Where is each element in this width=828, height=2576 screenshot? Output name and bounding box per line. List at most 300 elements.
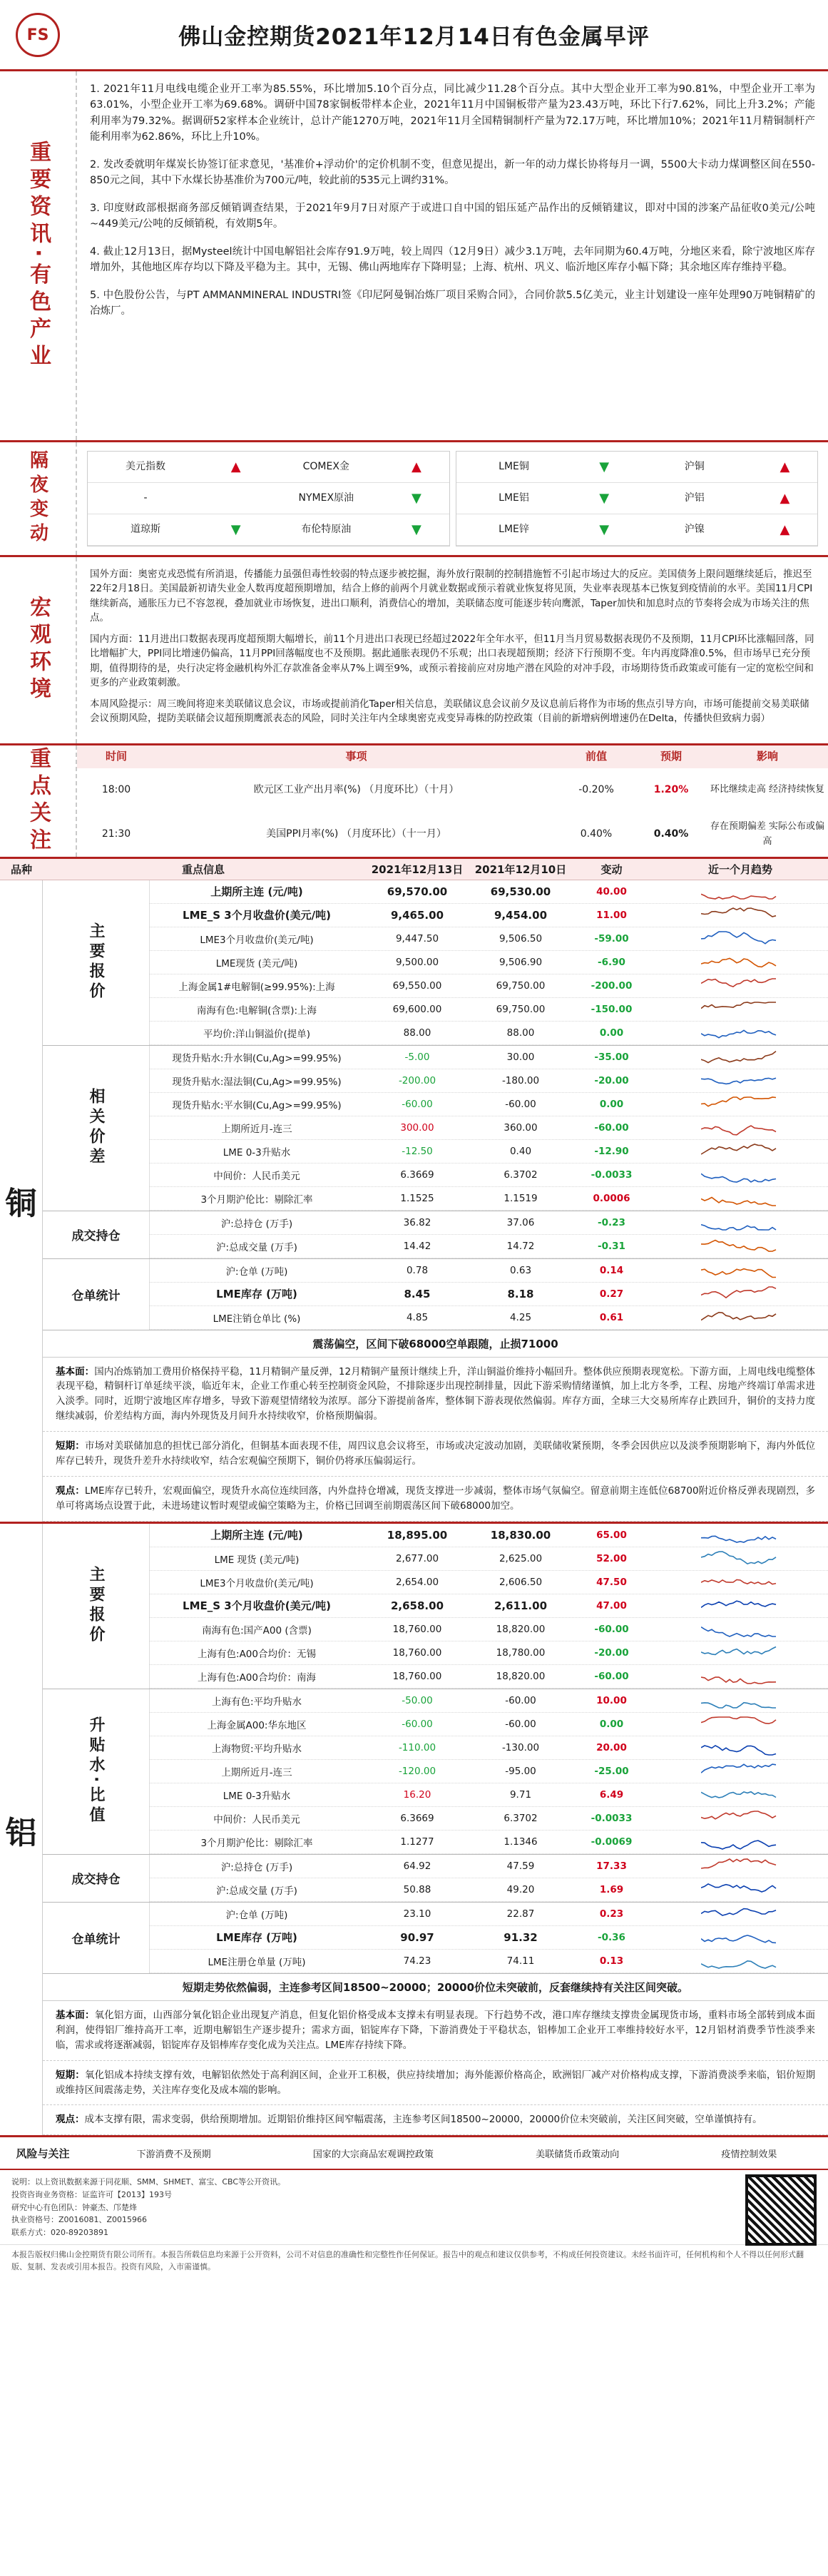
trend-line [701, 1312, 776, 1320]
trend-sparkline [701, 1881, 780, 1898]
trend-sparkline [701, 1166, 780, 1183]
metric-name: 3个月期沪伦比：剔除汇率 [200, 1193, 313, 1206]
metric-trend [653, 1024, 828, 1042]
metric-change: 65.00 [596, 1529, 627, 1541]
metric-change: -20.00 [594, 1074, 629, 1086]
metal-row [150, 927, 828, 951]
metal-table-header [0, 859, 828, 880]
metric-value-prev: 88.00 [506, 1027, 535, 1039]
metric-trend [653, 1668, 828, 1685]
event-prev: 0.40% [580, 828, 613, 840]
overnight-name: LME铜 [499, 460, 529, 472]
metric-name: 上海物贸:平均升贴水 [211, 1743, 302, 1755]
metal-group-label: 成交持仓 [43, 1211, 150, 1258]
trend-sparkline [701, 1692, 780, 1709]
metric-value-today: 9,500.00 [395, 956, 439, 968]
metal-group [43, 880, 828, 1046]
analysis-para [43, 2001, 828, 2061]
trend-line [701, 1078, 776, 1084]
news-section [0, 71, 828, 442]
event-impact: 存在预期偏差 实际公布或偏高 [710, 821, 825, 847]
trend-sparkline [701, 1550, 780, 1567]
metal-row [150, 1855, 828, 1878]
trend-sparkline [701, 1833, 780, 1850]
overnight-name: 美元指数 [126, 460, 166, 472]
metric-change: -59.00 [594, 932, 629, 945]
trend-sparkline [701, 954, 780, 971]
trend-line [701, 1717, 776, 1724]
metric-value-prev: 18,820.00 [496, 1670, 546, 1682]
copper-body [43, 880, 828, 1522]
metric-name: 沪:仓单 (万吨) [225, 1909, 288, 1921]
metric-change: 17.33 [596, 1860, 627, 1872]
metric-value-prev: 37.06 [506, 1216, 535, 1228]
arrow-up-icon: ▲ [780, 490, 790, 506]
metric-value-prev: 9,454.00 [494, 908, 548, 922]
metric-value-prev: -95.00 [505, 1765, 536, 1777]
analysis-text: 氧化铝成本持续支撑有效，电解铝依然处于高利润区间，企业开工积极，供应持续增加；海外能源价格高企，欧洲铝厂减产对价格构成支撑，下游消费淡季来临，铝价短期或维持区间震荡走势，关注库存变化及成本端的影响。 [56, 2069, 815, 2096]
metric-trend [653, 1644, 828, 1661]
report-header [0, 0, 828, 71]
metric-value-prev: 9.71 [509, 1788, 532, 1801]
metric-value-prev: 49.20 [506, 1883, 535, 1895]
trend-sparkline [701, 1024, 780, 1042]
events-col-item: 事项 [155, 745, 557, 768]
metric-name: LME 0-3升贴水 [223, 1146, 291, 1159]
trend-line [701, 1908, 776, 1915]
arrow-up-icon: ▲ [411, 459, 421, 474]
metric-trend [653, 1786, 828, 1803]
trend-line [701, 1677, 776, 1684]
metal-row [150, 1283, 828, 1306]
metal-row [150, 951, 828, 974]
metal-summary: 短期走势依然偏弱，主连参考区间18500~20000；20000价位未突破前，反套继续持有关注区间突破。 [43, 1974, 828, 2001]
metric-change: -25.00 [594, 1765, 629, 1777]
trend-line [701, 1126, 776, 1135]
metric-change: 6.49 [599, 1788, 624, 1801]
overnight-name: NYMEX原油 [298, 492, 354, 504]
metric-change: -0.0033 [591, 1812, 633, 1824]
metal-row [150, 1713, 828, 1736]
footer-line: 投资咨询业务资格：证监许可【2013】193号 [11, 2190, 172, 2199]
trend-line [701, 1764, 776, 1773]
metric-change: 47.00 [596, 1599, 627, 1612]
metric-name: 上海金属1#电解铜(≥99.95%):上海 [178, 981, 335, 993]
metric-name: 沪:总成交量 (万手) [216, 1885, 297, 1897]
trend-sparkline [701, 1096, 780, 1113]
trend-sparkline [701, 1739, 780, 1756]
metal-group-rows [150, 1855, 828, 1902]
metric-name: 上期所主连 (元/吨) [210, 1529, 303, 1542]
metal-group [43, 1259, 828, 1330]
metal-group-label: 主要报价 [43, 880, 150, 1045]
events-row [77, 768, 828, 813]
metric-value-prev: -60.00 [505, 1098, 536, 1110]
footer [0, 2170, 828, 2244]
metal-row [150, 1831, 828, 1854]
metal-group-rows [150, 1689, 828, 1854]
trend-sparkline [701, 1763, 780, 1780]
metric-change: 0.23 [599, 1908, 624, 1920]
news-list [77, 71, 828, 440]
metric-name: LME3个月收盘价(美元/吨) [200, 1577, 314, 1589]
risk-item: 下游消费不及预期 [136, 2149, 211, 2160]
trend-sparkline [701, 1001, 780, 1018]
metric-value-today: 18,760.00 [392, 1670, 442, 1682]
metric-name: 沪:总成交量 (万手) [216, 1241, 297, 1253]
page-title: 佛山金控期货2021年12月14日有色金属早评 [178, 24, 650, 50]
metric-trend [653, 1096, 828, 1113]
trend-line [701, 1859, 776, 1868]
trend-line [701, 979, 776, 987]
metal-group [43, 1046, 828, 1211]
trend-line [701, 1287, 776, 1298]
trend-sparkline [701, 1574, 780, 1591]
metric-change: 0.13 [599, 1955, 624, 1967]
analysis-text: LME库存已转升，宏观面偏空，现货升水高位连续回落，内外盘持仓增减，现货支撑进一步减弱，整体市场气氛偏空。留意前期主连低位68700附近价格反弹表现剧烈，多单可将离场点设置于此，未进场建议暂时观望或偏空策略为主，价格已回调至前期震荡区间下破68000加空。 [56, 1485, 815, 1512]
overnight-grid [77, 442, 828, 555]
events-table-wrap [77, 745, 828, 857]
metric-trend [653, 1550, 828, 1567]
trend-sparkline [701, 977, 780, 994]
overnight-name: 布伦特原油 [301, 523, 352, 535]
metal-group-rows [150, 1259, 828, 1330]
metal-row [150, 1903, 828, 1926]
trend-line [701, 1884, 776, 1892]
metric-value-prev: 0.40 [509, 1145, 532, 1157]
metal-row [150, 1926, 828, 1950]
metric-value-prev: 6.3702 [504, 1812, 538, 1824]
metric-change: -0.0033 [591, 1169, 633, 1181]
analysis-text: 国内冶炼销加工费用价格保持平稳，11月精铜产量反弹，12月精铜产量预计继续上升，洋山铜溢价维持小幅回升。整体供应预期表现宽松。下游方面，上周电线电缆整体表现平稳，精铜杆订单延续平淡，临近年末，企业工作重心转至控制资金风险，不排除逐步出现控制排量，因此下游采购情绪谨慎，加上北方冬季，工程、房地产终端订单需求进入淡季。同时，近期宁波地区库存增多，导致下游观望情绪较为浓厚。部分下游提前备库，整体铜下游表现依然偏弱。库存方面，全球三大交易所库存止跌回升，铜价的支持力度继续减弱，价差结构方面，海内外现货及月间升水持续收窄，价格预期偏弱。 [56, 1365, 816, 1422]
trend-sparkline [701, 1668, 780, 1685]
trend-line [701, 1144, 776, 1154]
metal-group [43, 1211, 828, 1259]
trend-sparkline [701, 1119, 780, 1136]
metric-trend [653, 1739, 828, 1756]
trend-sparkline [701, 1262, 780, 1279]
metric-trend [653, 930, 828, 947]
trend-sparkline [701, 1858, 780, 1875]
metric-value-prev: 69,530.00 [490, 885, 551, 898]
metric-value-today: 300.00 [400, 1121, 434, 1134]
news-side-label: 重要资讯·有色产业 [0, 71, 77, 440]
trend-sparkline [701, 1214, 780, 1231]
macro-section [0, 557, 828, 745]
metric-value-prev: 14.72 [506, 1240, 535, 1252]
metric-name: LME库存 (万吨) [216, 1931, 297, 1945]
risk-item: 国家的大宗商品宏观调控政策 [312, 2149, 434, 2160]
events-row [77, 813, 828, 857]
metric-name: 上期所主连 (元/吨) [210, 885, 303, 898]
metric-change: -60.00 [594, 1121, 629, 1134]
trend-line [701, 1841, 776, 1849]
metric-value-today: -60.00 [402, 1098, 433, 1110]
metric-name: 上海有色:A00合均价：南海 [198, 1671, 316, 1684]
analysis-key: 观点： [56, 1485, 85, 1497]
metal-group [43, 1524, 828, 1689]
analysis-para [43, 1477, 828, 1522]
copper-section [0, 880, 828, 1524]
metric-trend [653, 1953, 828, 1970]
metal-group-label: 主要报价 [43, 1524, 150, 1689]
metric-value-today: 6.3669 [400, 1169, 434, 1181]
metric-value-today: 69,550.00 [392, 979, 442, 992]
metal-row [150, 1760, 828, 1783]
metric-change: -0.23 [598, 1216, 625, 1228]
analysis-text: 氧化铝方面，山西部分氧化铝企业出现复产消息，但复化铝价格受成本支撑未有明显表现。下行趋势不改，港口库存继续支撑贵金属现货市场，重料市场全部转到成本面利润，使得铝厂维持高开工率，近期电解铝生产逐步提升；需求方面，铝锭库存下降，下游消费处于平稳状态，铝棒加工企业开工率维持较好水平，12月铝材消费季节性淡季来临，需求或将逐渐减弱，铝锭库存及铝棒库存变化成为关注点。LME库存持续下降。 [56, 2009, 815, 2051]
metric-value-prev: 47.59 [506, 1860, 535, 1872]
metric-value-today: -5.00 [404, 1051, 430, 1063]
metal-row [150, 1093, 828, 1116]
metric-value-today: 23.10 [403, 1908, 431, 1920]
metric-change: -0.36 [598, 1931, 625, 1943]
analysis-key: 短期： [56, 2069, 85, 2081]
trend-sparkline [701, 1049, 780, 1066]
metric-name: LME_S 3个月收盘价(美元/吨) [183, 1599, 331, 1613]
arrow-up-icon: ▲ [780, 521, 790, 537]
metric-value-today: 9,447.50 [395, 932, 439, 945]
metal-col-date2: 2021年12月10日 [474, 862, 567, 876]
trend-line [701, 1935, 776, 1943]
metal-row [150, 1594, 828, 1618]
metric-change: -200.00 [591, 979, 633, 992]
trend-sparkline [701, 1143, 780, 1160]
metric-name: LME3个月收盘价(美元/吨) [200, 934, 314, 946]
metric-trend [653, 1858, 828, 1875]
metric-trend [653, 954, 828, 971]
events-col-prev: 前值 [557, 745, 635, 768]
metric-value-today: 18,760.00 [392, 1646, 442, 1659]
arrow-down-icon: ▼ [230, 521, 241, 537]
metric-trend [653, 1527, 828, 1544]
metric-value-prev: 18,820.00 [496, 1623, 546, 1635]
metric-trend [653, 1143, 828, 1160]
event-time: 21:30 [101, 828, 131, 840]
metric-value-prev: 6.3702 [504, 1169, 538, 1181]
metric-value-today: 74.23 [403, 1955, 431, 1967]
trend-line [701, 1536, 776, 1542]
metric-value-today: 18,895.00 [387, 1528, 448, 1542]
trend-sparkline [701, 1527, 780, 1544]
metric-name: 上海金属A00:华东地区 [207, 1719, 307, 1731]
trend-sparkline [701, 1810, 780, 1827]
qr-code-image [745, 2174, 817, 2246]
metric-value-today: 69,600.00 [392, 1003, 442, 1015]
news-item: 4. 截止12月13日，据Mysteel统计中国电解铝社会库存91.9万吨，较上周四（12月9日）减少3.1万吨，去年同期为60.4万吨，分地区来看，除宁波地区库存增加外，其他地区库存均以下降及平稳为主。其中，无锡、佛山两地库存下降明显；上海、杭州、巩义、临沂地区库存小幅下降；其余地区库存维持平稳。 [90, 245, 815, 274]
logo-text: FS [26, 26, 49, 44]
metal-group-rows [150, 1211, 828, 1258]
events-col-exp: 预期 [635, 745, 707, 768]
arrow-up-icon: ▲ [780, 459, 790, 474]
overnight-section [0, 442, 828, 557]
metric-value-prev: -60.00 [505, 1694, 536, 1706]
metric-change: 0.14 [599, 1264, 624, 1276]
metric-change: 52.00 [596, 1552, 627, 1564]
metric-value-prev: 69,750.00 [496, 979, 546, 992]
metric-trend [653, 883, 828, 900]
trend-line [701, 1811, 776, 1819]
overnight-side-label: 隔夜变动 [0, 442, 77, 555]
metal-row [150, 1046, 828, 1069]
metric-trend [653, 1049, 828, 1066]
trend-line [701, 1601, 776, 1607]
metric-trend [653, 1309, 828, 1326]
trend-line [701, 1746, 776, 1755]
metric-value-prev: 18,780.00 [496, 1646, 546, 1659]
trend-line [701, 1627, 776, 1636]
metal-group [43, 1855, 828, 1903]
metal-col-variety: 品种 [10, 862, 32, 876]
metric-value-today: 2,654.00 [395, 1576, 439, 1588]
overnight-row [456, 483, 818, 514]
analysis-text: 市场对美联储加息的担忧已部分消化，但铜基本面表现不佳，周四议息会议将至，市场或决定波动加剧，美联储收紧预期，冬季会因供应以及淡季预期影响下，海内外低位库存已转升，现货升差升水持续收窄，结合宏观偏空预期下，铜价仍将承压偏弱运行。 [56, 1440, 815, 1467]
trend-line [701, 1646, 776, 1654]
metric-value-today: -50.00 [402, 1694, 433, 1706]
analysis-key: 短期： [56, 1440, 85, 1452]
metric-name: LME 现货 (美元/吨) [214, 1554, 300, 1566]
metric-value-today: 14.42 [403, 1240, 431, 1252]
metal-row [150, 1524, 828, 1547]
metal-row [150, 1306, 828, 1330]
metric-change: 0.00 [599, 1027, 624, 1039]
trend-sparkline [701, 1286, 780, 1303]
overnight-row [88, 514, 449, 546]
metric-trend [653, 1214, 828, 1231]
metal-row [150, 1164, 828, 1187]
metric-value-today: -200.00 [398, 1074, 436, 1086]
metric-name: 沪:总持仓 (万手) [220, 1218, 293, 1230]
metric-value-prev: 9,506.50 [499, 932, 543, 945]
overnight-col-left [87, 451, 450, 546]
trend-line [701, 1197, 776, 1206]
metal-row [150, 880, 828, 904]
metric-value-today: 4.85 [406, 1311, 429, 1323]
overnight-name: - [143, 492, 148, 504]
metal-group [43, 1903, 828, 1974]
analysis-key: 观点： [56, 2114, 85, 2126]
metal-row [150, 1783, 828, 1807]
metric-value-today: 2,677.00 [395, 1552, 439, 1564]
risk-label: 风险与关注 [16, 2147, 70, 2160]
analysis-para [43, 1358, 828, 1432]
macro-side-label: 宏观环境 [0, 557, 77, 743]
overnight-name: LME铝 [499, 492, 529, 504]
metal-col-change: 变动 [600, 862, 623, 876]
trend-sparkline [701, 1238, 780, 1255]
metal-group-rows [150, 1524, 828, 1689]
analysis-para [43, 2061, 828, 2106]
analysis-text: 成本支撑有限，需求变弱，供给预期增加。近期铝价维持区间窄幅震荡，主连参考区间18500~20000，20000价位未突破前，关注区间突破，空单谨慎持有。 [84, 2114, 762, 2126]
trend-line [701, 908, 776, 917]
metal-row [150, 974, 828, 998]
analysis-para [43, 1432, 828, 1477]
metric-value-today: -12.50 [402, 1145, 433, 1157]
metal-col-trend: 近一个月趋势 [707, 862, 772, 876]
metal-group-label: 仓单统计 [43, 1259, 150, 1330]
trend-line [701, 1792, 776, 1798]
overnight-name: COMEX金 [302, 460, 349, 472]
metric-change: 47.50 [596, 1576, 627, 1588]
metal-row [150, 904, 828, 927]
trend-line [701, 1703, 776, 1708]
trend-line [701, 932, 776, 944]
aluminium-section [0, 1524, 828, 2138]
metal-group-label: 仓单统计 [43, 1903, 150, 1973]
metric-change: -60.00 [594, 1670, 629, 1682]
metric-name: 上海有色:A00合均价：无锡 [198, 1648, 316, 1660]
event-item: 欧元区工业产出月率(%) （月度环比）（十月） [253, 783, 459, 795]
metal-row [150, 1736, 828, 1760]
metric-trend [653, 1001, 828, 1018]
metric-value-today: -60.00 [402, 1718, 433, 1730]
metric-value-prev: -60.00 [505, 1718, 536, 1730]
metal-row [150, 1116, 828, 1140]
metric-change: -0.31 [598, 1240, 625, 1252]
metric-change: 1.69 [599, 1883, 624, 1895]
metric-value-prev: 30.00 [506, 1051, 535, 1063]
overnight-row [456, 514, 818, 546]
overnight-col-right [456, 451, 819, 546]
metric-trend [653, 1597, 828, 1614]
trend-sparkline [701, 1621, 780, 1638]
trend-sparkline [701, 1905, 780, 1923]
metal-col-date1: 2021年12月13日 [371, 862, 464, 876]
metric-name: LME现货 (美元/吨) [215, 957, 298, 969]
event-exp: 1.20% [653, 783, 689, 795]
metric-trend [653, 1929, 828, 1946]
trend-sparkline [701, 1309, 780, 1326]
trend-sparkline [701, 930, 780, 947]
metal-group [43, 1689, 828, 1855]
copper-label: 铜 [0, 880, 43, 1522]
trend-line [701, 958, 776, 967]
metal-group-rows [150, 1903, 828, 1973]
metal-col-info: 重点信息 [181, 862, 225, 876]
aluminium-body [43, 1524, 828, 2136]
news-item: 3. 印度财政部根据商务部反倾销调查结果，于2021年9月7日对原产于或进口自中国的铝压延产品作出的反倾销建议，即对中国的涉案产品征收0美元/公吨~449美元/公吨的反倾销税，有效期5年。 [90, 202, 815, 230]
arrow-down-icon: ▼ [599, 490, 610, 506]
trend-sparkline [701, 907, 780, 924]
metric-value-today: 1.1525 [400, 1192, 434, 1204]
overnight-row [88, 452, 449, 483]
metal-group-label: 相关价差 [43, 1046, 150, 1211]
metric-name: LME 0-3升贴水 [223, 1790, 291, 1802]
metric-value-prev: 69,750.00 [496, 1003, 546, 1015]
metric-name: 南海有色:国产A00 (含票) [202, 1624, 312, 1636]
metric-change: 0.61 [599, 1311, 624, 1323]
trend-line [701, 1097, 776, 1106]
overnight-name: LME锌 [499, 523, 529, 535]
events-col-impact: 影响 [707, 745, 828, 768]
metric-name: 中间价：人民币美元 [213, 1170, 300, 1182]
arrow-down-icon: ▼ [599, 521, 610, 537]
metric-value-today: 2,658.00 [390, 1599, 444, 1612]
events-header-row [77, 745, 828, 768]
risk-section [0, 2137, 828, 2170]
metric-change: -6.90 [598, 956, 625, 968]
metric-change: -60.00 [594, 1623, 629, 1635]
metric-trend [653, 1574, 828, 1591]
metric-trend [653, 1763, 828, 1780]
overnight-name: 沪铜 [684, 460, 705, 472]
metric-value-today: 8.45 [404, 1287, 431, 1300]
trend-sparkline [701, 1929, 780, 1946]
event-prev: -0.20% [578, 783, 614, 795]
metal-row [150, 1547, 828, 1571]
metal-row [150, 1140, 828, 1164]
analysis-key: 基本面： [56, 2009, 95, 2021]
